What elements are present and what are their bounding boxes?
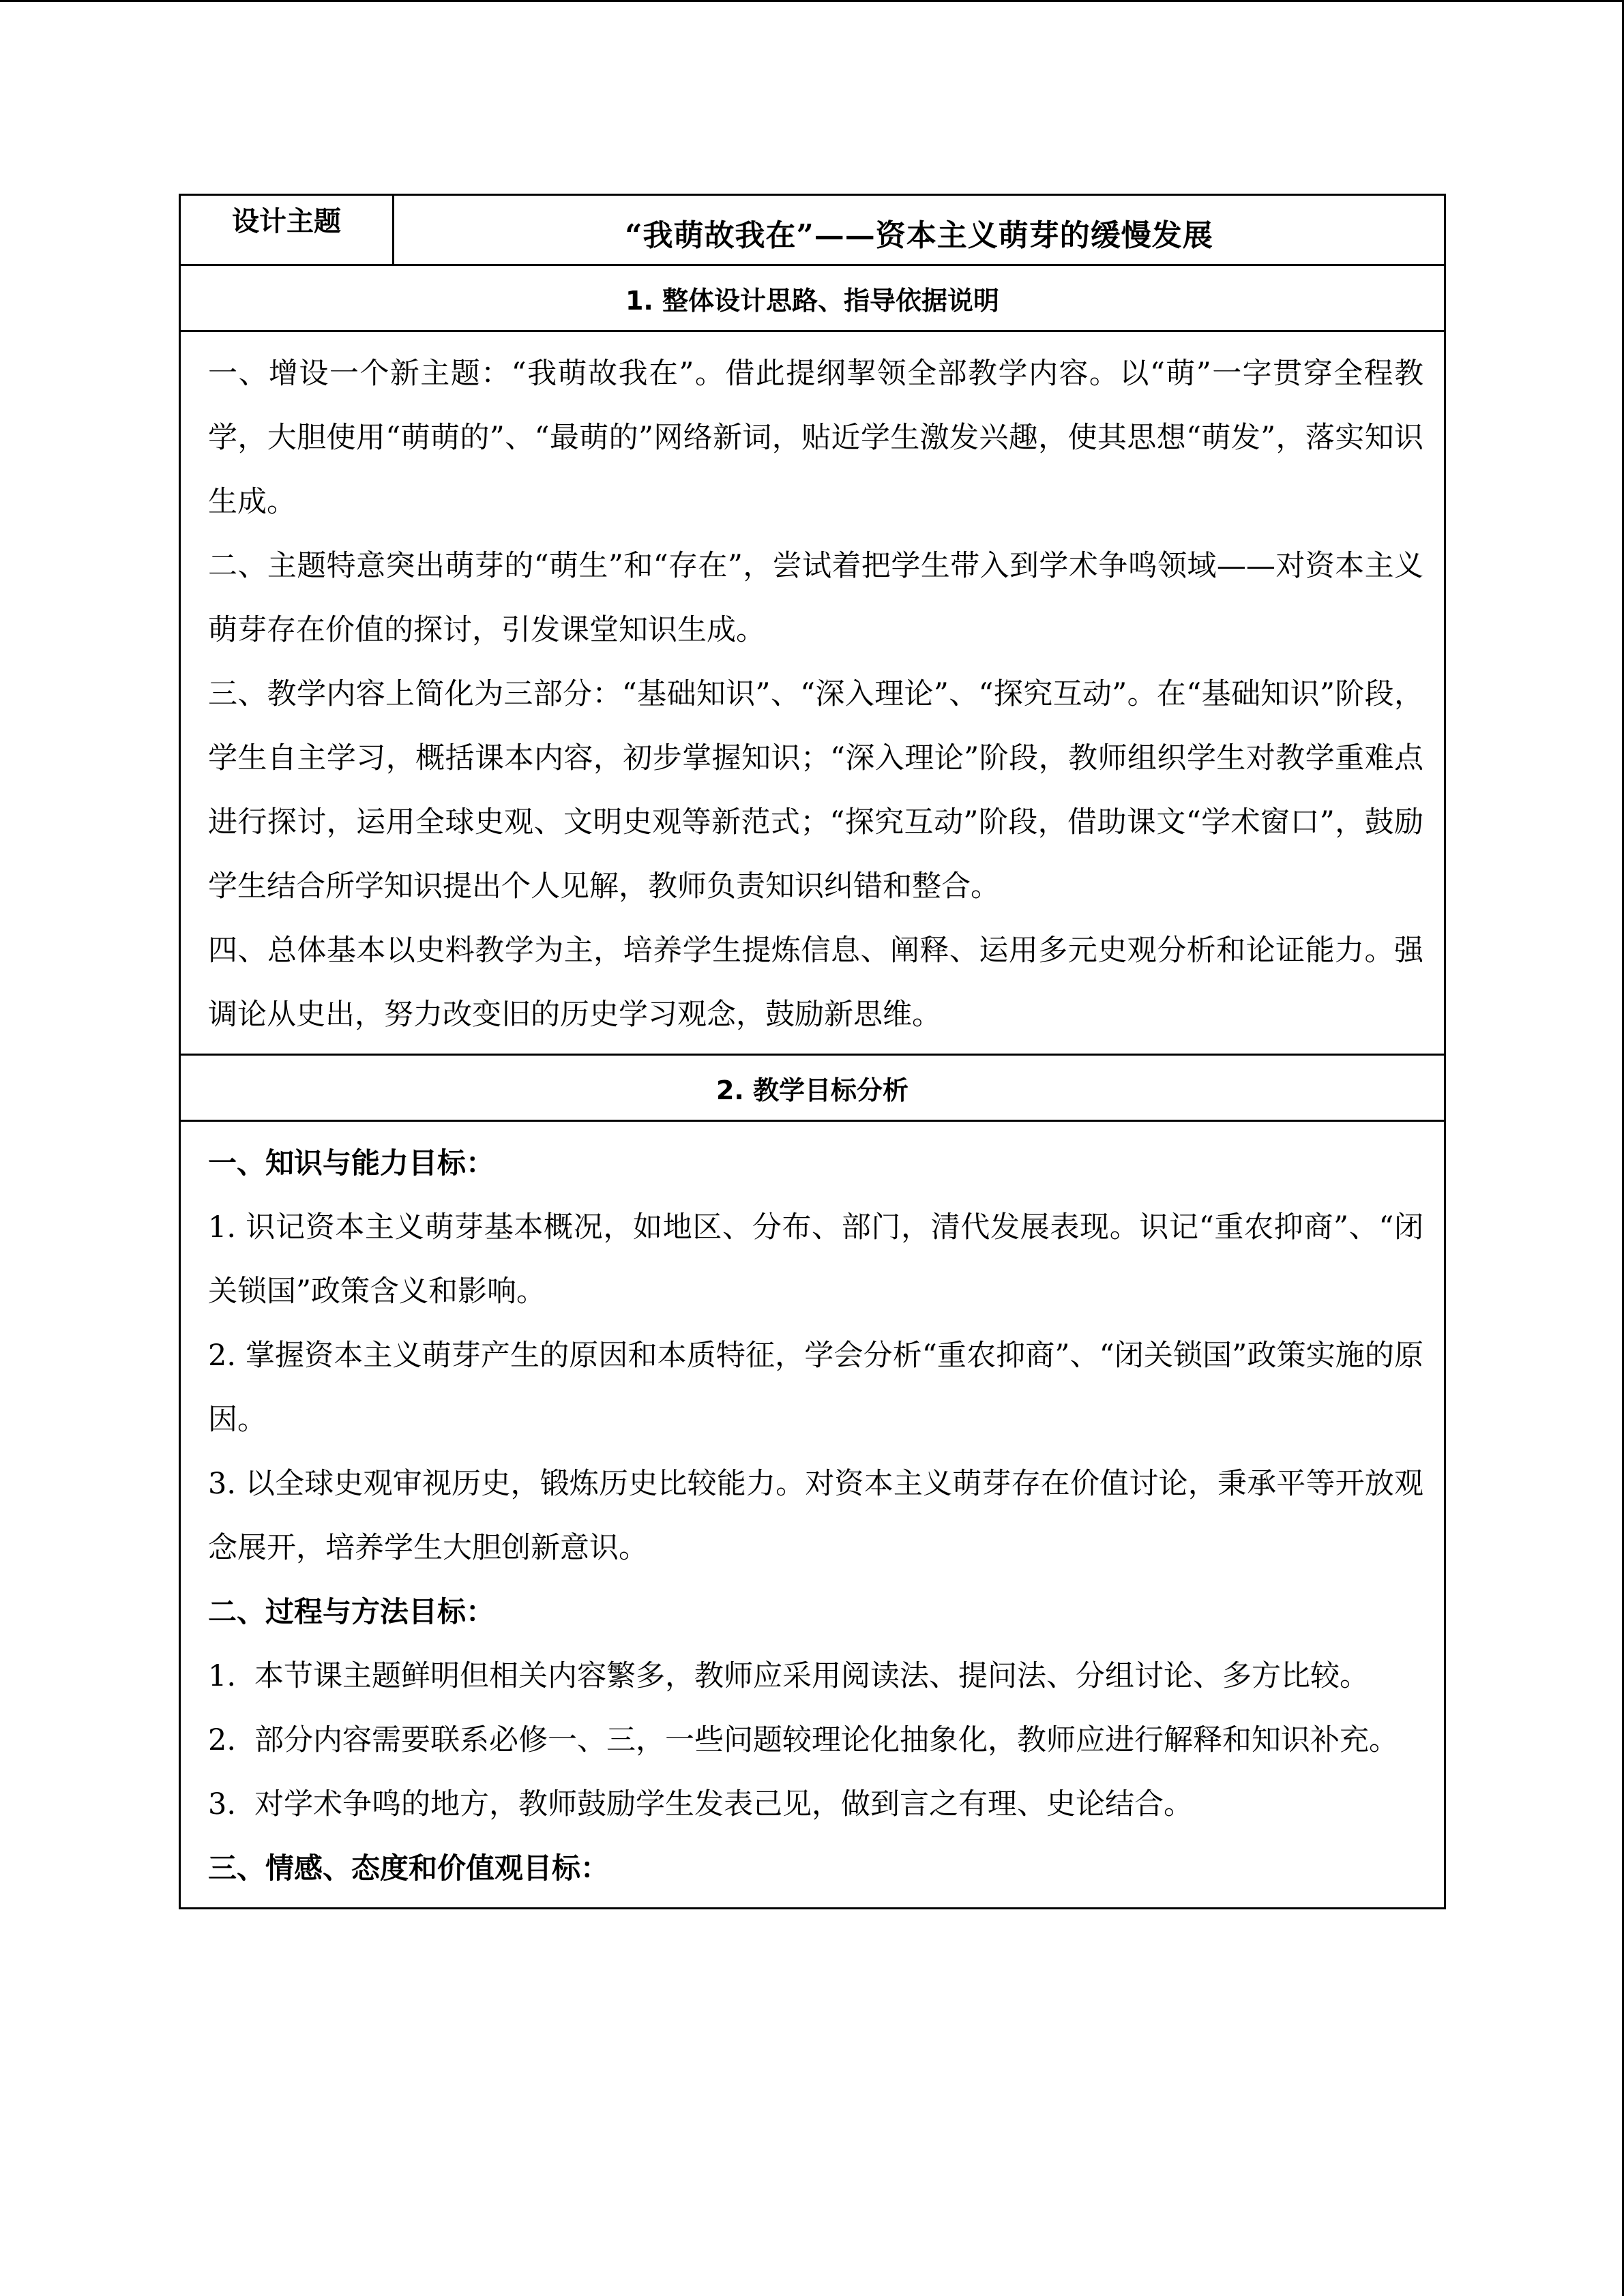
knowledge-item-2: 2. 掌握资本主义萌芽产生的原因和本质特征，学会分析“重农抑商”、“闭关锁国”政策实施的原因。: [208, 1339, 1423, 1437]
section1-heading: 1. 整体设计思路、指导依据说明: [180, 265, 1445, 331]
page-top-border: [0, 0, 1624, 2]
section2-body-row: [180, 1121, 1445, 1909]
process-item-1-text: 本节课主题鲜明但相关内容繁多，教师应采用阅读法、提问法、分组讨论、多方比较。: [254, 1659, 1369, 1693]
process-item-1-number: 1.: [208, 1659, 237, 1693]
knowledge-ability-heading: 一、知识与能力目标：: [208, 1146, 495, 1180]
design-table: [179, 194, 1446, 1909]
process-item-3-text: 对学术争鸣的地方，教师鼓励学生发表己见，做到言之有理、史论结合。: [254, 1787, 1193, 1821]
process-item-1: [208, 1644, 1423, 1708]
section1-body: [180, 331, 1445, 1055]
section1-body-row: [180, 331, 1445, 1055]
section1-paragraph-4: 四、总体基本以史料教学为主，培养学生提炼信息、阐释、运用多元史观分析和论证能力。强调论从史出，努力改变旧的历史学习观念，鼓励新思维。: [208, 934, 1423, 1032]
section2-body: [180, 1121, 1445, 1909]
header-row: [180, 195, 1445, 265]
design-theme-label: 设计主题: [180, 195, 394, 265]
section2-heading-row: [180, 1055, 1445, 1121]
emotion-values-heading: 三、情感、态度和价值观目标：: [208, 1851, 610, 1885]
process-item-2: [208, 1708, 1423, 1772]
section1-paragraph-3: 三、教学内容上简化为三部分：“基础知识”、“深入理论”、“探究互动”。在“基础知识”阶段，学生自主学习，概括课本内容，初步掌握知识；“深入理论”阶段，教师组织学生对教学重难点进行探讨，运用全球史观、文明史观等新范式；“探究互动”阶段，借助课文“学术窗口”，鼓励学生结合所学知识提出个人见解，教师负责知识纠错和整合。: [208, 677, 1423, 904]
section1-paragraph-1: 一、增设一个新主题：“我萌故我在”。借此提纲挈领全部教学内容。以“萌”一字贯穿全程教学，大胆使用“萌萌的”、“最萌的”网络新词，贴近学生激发兴趣，使其思想“萌发”，落实知识生成。: [208, 357, 1423, 519]
design-theme-title: “我萌故我在”——资本主义萌芽的缓慢发展: [394, 195, 1445, 265]
process-item-2-number: 2.: [208, 1723, 237, 1757]
process-item-3-number: 3.: [208, 1787, 237, 1821]
section1-heading-row: [180, 265, 1445, 331]
process-item-2-text: 部分内容需要联系必修一、三，一些问题较理论化抽象化，教师应进行解释和知识补充。: [254, 1723, 1398, 1757]
section1-paragraph-2: 二、主题特意突出萌芽的“萌生”和“存在”，尝试着把学生带入到学术争鸣领域——对资本主义萌芽存在价值的探讨，引发课堂知识生成。: [208, 549, 1423, 647]
knowledge-item-1: 1. 识记资本主义萌芽基本概况，如地区、分布、部门，清代发展表现。识记“重农抑商”、“闭关锁国”政策含义和影响。: [208, 1210, 1423, 1309]
process-item-3: [208, 1772, 1423, 1836]
knowledge-item-3: 3. 以全球史观审视历史，锻炼历史比较能力。对资本主义萌芽存在价值讨论，秉承平等开放观念展开，培养学生大胆创新意识。: [208, 1467, 1423, 1565]
section2-heading: 2. 教学目标分析: [180, 1055, 1445, 1121]
process-method-heading: 二、过程与方法目标：: [208, 1595, 495, 1628]
